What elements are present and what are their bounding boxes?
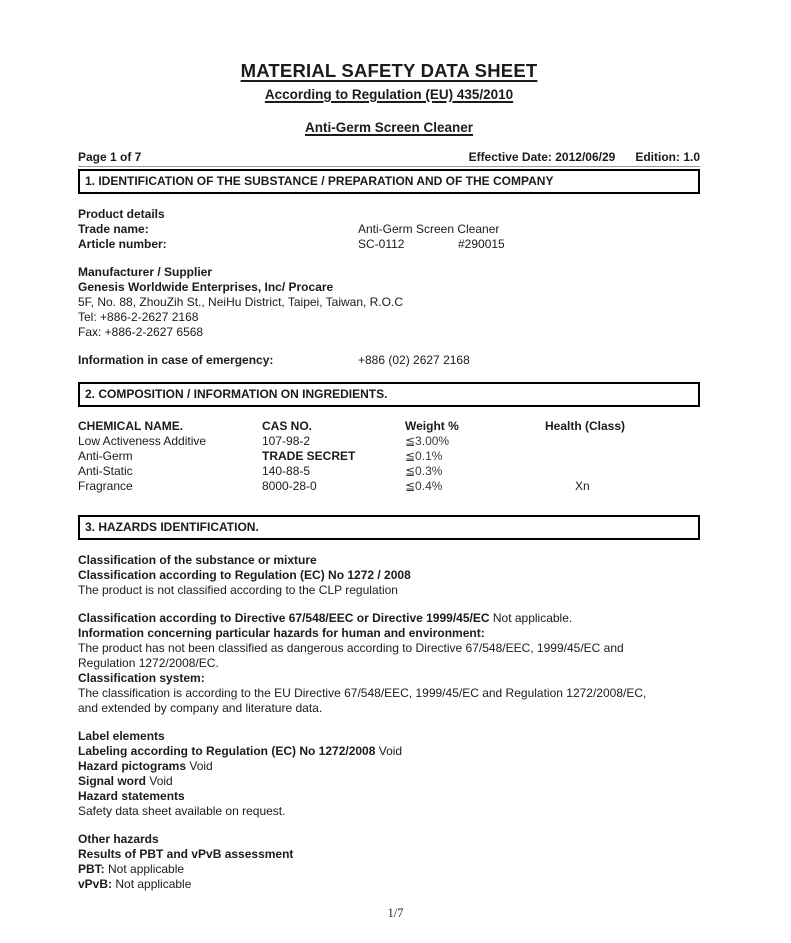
health-class-cell: Xn (575, 479, 590, 493)
weight-cell: ≦0.1% (405, 449, 443, 463)
trade-name-label: Trade name: (78, 222, 149, 236)
article-number-values (358, 237, 700, 252)
health-class-cell (545, 449, 700, 464)
table-row (78, 479, 700, 494)
text-line: Hazard pictograms Void (78, 759, 213, 773)
text-line: Signal word Void (78, 774, 173, 788)
manufacturer-heading: Manufacturer / Supplier (78, 265, 213, 279)
article-number-value: SC-0112 (358, 237, 405, 251)
weight-cell: ≦3.00% (405, 434, 450, 448)
text-line: Hazard statements (78, 789, 185, 803)
text-line: The product has not been classified as dangerous according to Directive 67/548/EEC, 1999/45/EC and (78, 641, 624, 655)
text-line: The product is not classified according to the CLP regulation (78, 583, 398, 597)
chemical-name-cell: Low Activeness Additive (78, 434, 207, 448)
manufacturer-name: Genesis Worldwide Enterprises, Inc/ Procare (78, 280, 334, 294)
health-class-cell (545, 464, 700, 479)
weight-cell: ≦0.3% (405, 464, 443, 478)
article-number-ref: #290015 (458, 237, 505, 251)
document-title: MATERIAL SAFETY DATA SHEET (240, 60, 538, 81)
effective-date: Effective Date: 2012/06/29 (468, 150, 616, 164)
section-header-composition: 2. COMPOSITION / INFORMATION ON INGREDIENTS. (78, 382, 700, 407)
section-header-hazards: 3. HAZARDS IDENTIFICATION. (78, 515, 700, 540)
table-row (78, 449, 700, 464)
col-header-chemical-name: CHEMICAL NAME. (78, 419, 184, 433)
trade-name-value: Anti-Germ Screen Cleaner (358, 222, 500, 236)
text-line: Classification according to Directive 67/548/EEC or Directive 1999/45/EC Not applicable. (78, 611, 573, 625)
text-line: Classification system: (78, 671, 205, 685)
article-number-label: Article number: (78, 237, 167, 251)
hazards-block (78, 553, 700, 892)
text-line: The classification is according to the EU Directive 67/548/EEC, 1999/45/EC and Regulation 1272/2008/EC, (78, 686, 647, 700)
table-row (78, 434, 700, 449)
text-line: Classification according to Regulation (EC) No 1272 / 2008 (78, 568, 411, 582)
page-footer-number: 1/7 (387, 906, 404, 920)
chemical-name-cell: Anti-Static (78, 464, 133, 478)
text-line: Safety data sheet available on request. (78, 804, 286, 818)
text-line: Information concerning particular hazards for human and environment: (78, 626, 485, 640)
product-title: Anti-Germ Screen Cleaner (304, 120, 474, 135)
manufacturer-tel: Tel: +886-2-2627 2168 (78, 310, 199, 324)
manufacturer-address: 5F, No. 88, ZhouZih St., NeiHu District, Taipei, Taiwan, R.O.C (78, 295, 404, 309)
text-line: Regulation 1272/2008/EC. (78, 656, 219, 670)
col-header-cas-no: CAS NO. (262, 419, 313, 433)
text-line: Labeling according to Regulation (EC) No 1272/2008 Void (78, 744, 403, 758)
chemical-name-cell: Fragrance (78, 479, 133, 493)
ingredients-table (78, 419, 700, 494)
emergency-row (78, 353, 700, 368)
col-header-health-class: Health (Class) (545, 419, 626, 433)
section-header-identification: 1. IDENTIFICATION OF THE SUBSTANCE / PREPARATION AND OF THE COMPANY (78, 169, 700, 194)
cas-no-cell: 107-98-2 (262, 434, 311, 448)
product-details-block (78, 207, 700, 368)
text-line: and extended by company and literature data. (78, 701, 323, 715)
cas-no-cell: 8000-28-0 (262, 479, 317, 493)
text-line: Other hazards (78, 832, 159, 846)
chemical-name-cell: Anti-Germ (78, 449, 133, 463)
ingredients-header-row (78, 419, 700, 434)
page-meta-row (78, 150, 700, 167)
document-subtitle: According to Regulation (EU) 435/2010 (264, 87, 514, 102)
health-class-cell (545, 434, 700, 449)
emergency-label: Information in case of emergency: (78, 353, 274, 367)
cas-no-cell: TRADE SECRET (262, 449, 356, 463)
text-line: Classification of the substance or mixture (78, 553, 317, 567)
table-row (78, 464, 700, 479)
manufacturer-fax: Fax: +886-2-2627 6568 (78, 325, 204, 339)
trade-name-row (78, 222, 700, 237)
text-line: Label elements (78, 729, 165, 743)
page-number-label: Page 1 of 7 (78, 150, 142, 164)
cas-no-cell: 140-88-5 (262, 464, 311, 478)
text-line: Results of PBT and vPvB assessment (78, 847, 294, 861)
emergency-value: +886 (02) 2627 2168 (358, 353, 470, 367)
text-line: PBT: Not applicable (78, 862, 185, 876)
product-details-heading: Product details (78, 207, 165, 221)
text-line: vPvB: Not applicable (78, 877, 192, 891)
weight-cell: ≦0.4% (405, 479, 443, 493)
article-number-row (78, 237, 700, 252)
col-header-weight: Weight % (405, 419, 459, 433)
edition-label: Edition: 1.0 (635, 150, 700, 164)
